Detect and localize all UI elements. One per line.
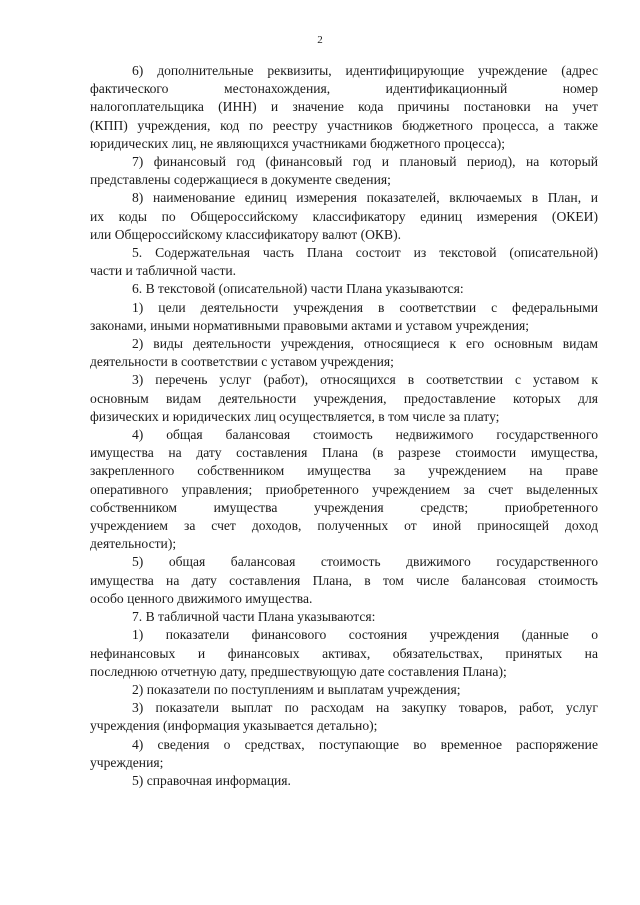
text-line: деятельности в соответствии с уставом учреждения;	[90, 354, 394, 370]
paragraph-s6-item-1	[90, 299, 598, 335]
text-line: части и табличной части.	[90, 263, 237, 279]
text-line: 1) показатели финансового состояния учреждения (данные о	[132, 627, 598, 643]
text-line: 5) справочная информация.	[132, 772, 291, 788]
text-line: их коды по Общероссийскому классификатору единиц измерения (ОКЕИ)	[90, 208, 598, 224]
text-line: 4) общая балансовая стоимость недвижимого государственного	[132, 427, 598, 443]
text-line: учреждения (информация указывается детально);	[90, 718, 378, 734]
paragraph-item-8-units	[90, 189, 598, 244]
text-line: собственником имущества учреждения средств; приобретенного	[90, 499, 598, 515]
text-line: оперативного управления; приобретенного учреждением за счет выделенных	[90, 481, 598, 497]
text-line: 1) цели деятельности учреждения в соответствии с федеральными	[132, 299, 598, 315]
text-line: 6. В текстовой (описательной) части Плана указываются:	[132, 281, 464, 297]
paragraph-s6-item-3	[90, 371, 598, 426]
text-line: 7. В табличной части Плана указываются:	[132, 609, 376, 625]
text-line: 2) виды деятельности учреждения, относящиеся к его основным видам	[132, 336, 598, 352]
text-line: или Общероссийскому классификатору валют (ОКВ).	[90, 226, 401, 242]
text-line: 5) общая балансовая стоимость движимого государственного	[132, 554, 598, 570]
paragraph-s7-item-1	[90, 626, 598, 681]
text-line: налогоплательщика (ИНН) и значение кода причины постановки на учет	[90, 99, 598, 115]
text-line: 5. Содержательная часть Плана состоит из текстовой (описательной)	[132, 245, 598, 261]
text-line: 4) сведения о средствах, поступающие во временное распоряжение	[132, 736, 598, 752]
text-line: 2) показатели по поступлениям и выплатам учреждения;	[132, 681, 461, 697]
paragraph-section-7-heading	[90, 608, 598, 626]
text-line: фактического местонахождения, идентификационный номер	[90, 81, 598, 97]
paragraph-s6-item-4	[90, 426, 598, 553]
paragraph-s6-item-5	[90, 553, 598, 608]
text-line: 3) перечень услуг (работ), относящихся в соответствии с уставом к	[132, 372, 598, 388]
paragraph-item-7-financial-year	[90, 153, 598, 189]
text-line: особо ценного движимого имущества.	[90, 590, 313, 606]
text-line: законами, иными нормативными правовыми актами и уставом учреждения;	[90, 317, 530, 333]
paragraph-s7-item-3	[90, 699, 598, 735]
text-line: учреждением за счет доходов, полученных от иной приносящей доход	[90, 518, 598, 534]
text-line: 8) наименование единиц измерения показателей, включаемых в План, и	[132, 190, 598, 206]
text-line: учреждения;	[90, 754, 164, 770]
text-line: 3) показатели выплат по расходам на закупку товаров, работ, услуг	[132, 700, 598, 716]
text-line: (КПП) учреждения, код по реестру участников бюджетного процесса, а также	[90, 117, 598, 133]
paragraph-s7-item-4	[90, 736, 598, 772]
text-line: закрепленного собственником имущества за учреждением на праве	[90, 463, 598, 479]
paragraph-s6-item-2	[90, 335, 598, 371]
text-line: юридических лиц, не являющихся участниками бюджетного процесса);	[90, 135, 506, 151]
paragraph-section-5-content	[90, 244, 598, 280]
paragraph-s7-item-2	[90, 681, 598, 699]
text-line: имущества на дату составления Плана, в том числе балансовая стоимость	[90, 572, 598, 588]
paragraph-item-6-additional-details	[90, 62, 598, 153]
text-line: 6) дополнительные реквизиты, идентифицирующие учреждение (адрес	[132, 63, 598, 78]
text-line: физических и юридических лиц осуществляется, в том числе за плату;	[90, 408, 500, 424]
text-line: деятельности);	[90, 536, 177, 552]
text-line: 7) финансовый год (финансовый год и плановый период), на который	[132, 154, 598, 170]
page-number: 2	[317, 34, 323, 46]
document-body	[90, 62, 598, 790]
text-line: представлены содержащиеся в документе сведения;	[90, 172, 391, 188]
text-line: основным видам деятельности учреждения, предоставление которых для	[90, 390, 598, 406]
text-line: имущества на дату составления Плана (в разрезе стоимости имущества,	[90, 445, 598, 461]
text-line: нефинансовых и финансовых активах, обязательствах, принятых на	[90, 645, 598, 661]
text-line: последнюю отчетную дату, предшествующую дате составления Плана);	[90, 663, 507, 679]
paragraph-s7-item-5	[90, 772, 598, 790]
paragraph-section-6-heading	[90, 280, 598, 298]
